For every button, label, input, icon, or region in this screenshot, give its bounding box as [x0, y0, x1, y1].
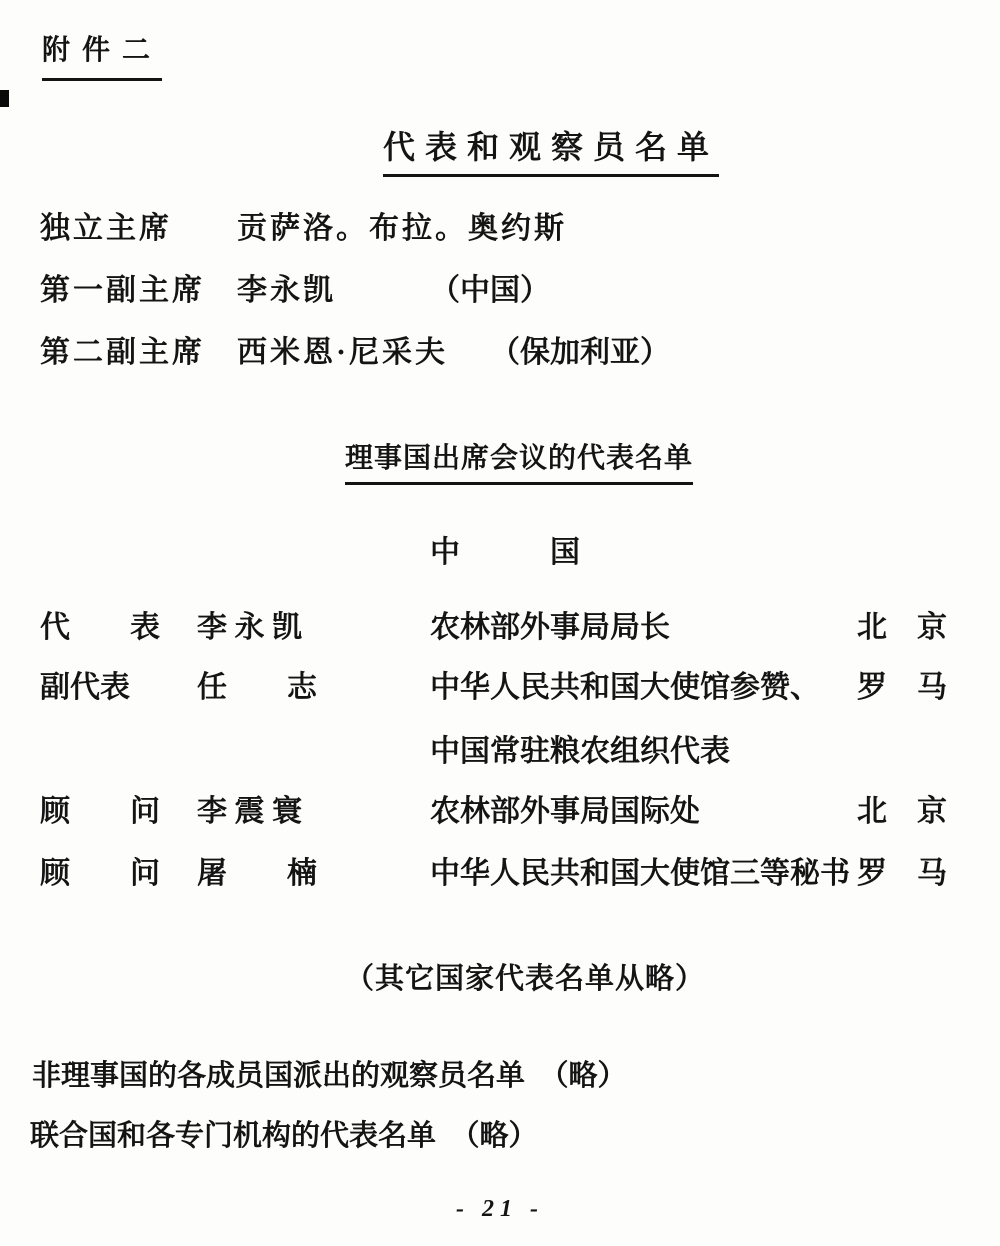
officer-country: （保加利亚）: [490, 336, 670, 369]
officer-row: [0, 203, 1000, 245]
delegate-row: [0, 662, 1000, 704]
delegate-position: 农林部外事局国际处: [430, 795, 700, 828]
officer-row: [0, 327, 1000, 369]
delegate-row: [0, 602, 1000, 644]
page-number: - 21 -: [456, 1196, 544, 1222]
delegate-role: 顾 问: [40, 795, 160, 828]
delegate-position: 中华人民共和国大使馆参赞、: [430, 671, 820, 704]
delegate-role: 副代表: [40, 671, 130, 704]
document-title: 代表和观察员名单: [383, 122, 719, 177]
section-title: 理事国出席会议的代表名单: [345, 436, 693, 485]
delegate-city: 北 京: [857, 611, 947, 644]
delegate-role: 代 表: [40, 611, 160, 644]
officer-name: 李永凯: [237, 274, 336, 307]
delegate-city: 罗 马: [857, 857, 947, 890]
attachment-label: 附件二: [42, 28, 162, 81]
officer-country: （中国）: [430, 274, 550, 307]
officer-name: 贡萨洛。布拉。奥约斯: [237, 212, 567, 245]
delegate-row: [0, 848, 1000, 890]
observers-list-note: 非理事国的各成员国派出的观察员名单 （略）: [32, 1060, 627, 1092]
delegate-position: 农林部外事局局长: [430, 611, 670, 644]
delegate-row-continuation: [0, 726, 1000, 768]
scan-artifact: [0, 90, 9, 107]
country-heading: 中 国: [430, 536, 580, 569]
delegate-position: 中华人民共和国大使馆三等秘书: [430, 857, 850, 890]
delegate-name: 李 永 凯: [197, 611, 302, 644]
un-agencies-list-note: 联合国和各专门机构的代表名单 （略）: [30, 1120, 538, 1152]
officer-role: 第一副主席: [40, 274, 205, 307]
other-countries-note: （其它国家代表名单从略）: [345, 963, 706, 995]
officer-role: 第二副主席: [40, 336, 205, 369]
delegate-row: [0, 786, 1000, 828]
officer-name: 西米恩·尼采夫: [237, 336, 449, 369]
delegate-position-cont: 中国常驻粮农组织代表: [430, 735, 730, 768]
delegate-city: 北 京: [857, 795, 947, 828]
delegate-name: 任 志: [197, 671, 317, 704]
delegate-city: 罗 马: [857, 671, 947, 704]
delegate-name: 屠 楠: [197, 857, 317, 890]
officer-row: [0, 265, 1000, 307]
officer-role: 独立主席: [40, 212, 172, 245]
delegate-role: 顾 问: [40, 857, 160, 890]
delegate-name: 李 震 寰: [197, 795, 302, 828]
